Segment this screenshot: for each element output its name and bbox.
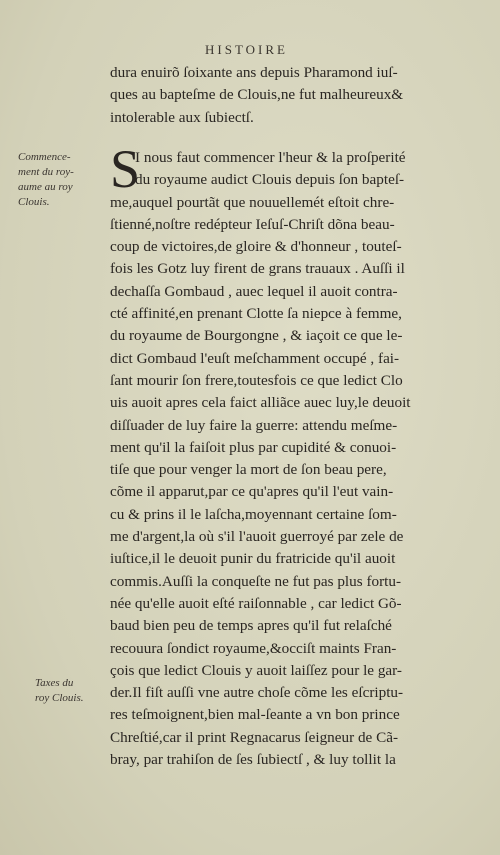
text-line: du royaume audict Clouis depuis ſon bapteſ- <box>135 171 405 189</box>
text-line: ſant mourir ſon frere,toutesfois ce que ledict Clo <box>110 371 403 389</box>
text-line: fois les Gotz luy firent de grans trauaux . Auſſi il <box>110 260 405 278</box>
text-line: coup de victoires,de gloire & d'honneur , touteſ- <box>110 238 402 256</box>
text-line: cõme il apparut,par ce qu'apres qu'il l'eut vain- <box>110 483 394 501</box>
margin-note-line: Commence- <box>18 151 71 163</box>
margin-note-line: Clouis. <box>18 196 50 208</box>
text-line: der.Il fiſt auſſi vne autre choſe cõme les eſcriptu- <box>110 684 404 702</box>
margin-note-line: Taxes du <box>35 677 74 689</box>
margin-note-line: ment du roy- <box>18 166 74 178</box>
text-line: tiſe que pour venger la mort de ſon beau pere, <box>110 461 387 479</box>
text-line: baud bien peu de temps apres qu'il fut relaſché <box>110 617 392 635</box>
margin-note-commencement <box>18 150 104 210</box>
main-paragraph <box>110 139 480 771</box>
text-line: cu & prins il le laſcha,moyennant certaine ſom- <box>110 505 397 523</box>
text-line: recouura ſondict royaume,&occiſt maints Fran- <box>110 639 397 657</box>
text-line: uis auoit apres cela faict alliãce auec luy,le deuoit <box>110 394 411 412</box>
text-line: ques au bapteſme de Clouis,ne fut malheureux& <box>110 86 404 104</box>
text-line: ment qu'il la faiſoit plus par cupidité & conuoi- <box>110 438 397 456</box>
text-line: me d'argent,la où s'il l'auoit guerroyé par zele de <box>110 528 404 546</box>
margin-note-taxes <box>35 676 121 706</box>
text-line: bray, par trahiſon de ſes ſubiectſ , & luy tollit la <box>110 751 396 769</box>
text-line: I nous faut commencer l'heur & la proſperité <box>135 149 406 166</box>
text-line: intolerable aux ſubiectſ. <box>110 108 254 126</box>
text-line: née qu'elle auoit eſté raiſonnable , car ledict Gõ- <box>110 594 402 612</box>
opening-paragraph <box>110 62 480 129</box>
text-line: ſtienné,noſtre redépteur Ieſuſ-Chriſt dõna beau- <box>110 215 395 233</box>
text-line: çois que ledict Clouis y auoit laiſſez pour le gar- <box>110 661 402 679</box>
text-line: me,auquel pourtãt que nouuellemét eſtoit chre- <box>110 193 395 211</box>
text-line: cté affinité,en prenant Clotte ſa niepce à femme, <box>110 305 402 323</box>
text-line: dura enuirõ ſoixante ans depuis Pharamond iuſ- <box>110 64 398 81</box>
drop-cap: S <box>110 139 141 199</box>
margin-note-line: roy Clouis. <box>35 692 84 704</box>
running-head: HISTOIRE <box>205 42 288 57</box>
text-line: iuſtice,il le deuoit punir du fratricide qu'il auoit <box>110 550 396 568</box>
text-line: dict Gombaud l'euſt meſchamment occupé , fai- <box>110 349 400 367</box>
margin-note-line: aume au roy <box>18 181 73 193</box>
text-line: diſſuader de luy faire la guerre: attendu meſme- <box>110 416 398 434</box>
text-line: Chreſtié,car il print Regnacarus ſeigneur de Cã- <box>110 728 399 746</box>
text-line: du royaume de Bourgongne , & iaçoit ce que le- <box>110 327 403 345</box>
text-line: commis.Auſſi la conqueſte ne fut pas plus fortu- <box>110 572 402 590</box>
text-line: dechaſſa Gombaud , auec lequel il auoit contra- <box>110 282 398 300</box>
text-line: res teſmoignent,bien mal-ſeante a vn bon prince <box>110 706 400 724</box>
